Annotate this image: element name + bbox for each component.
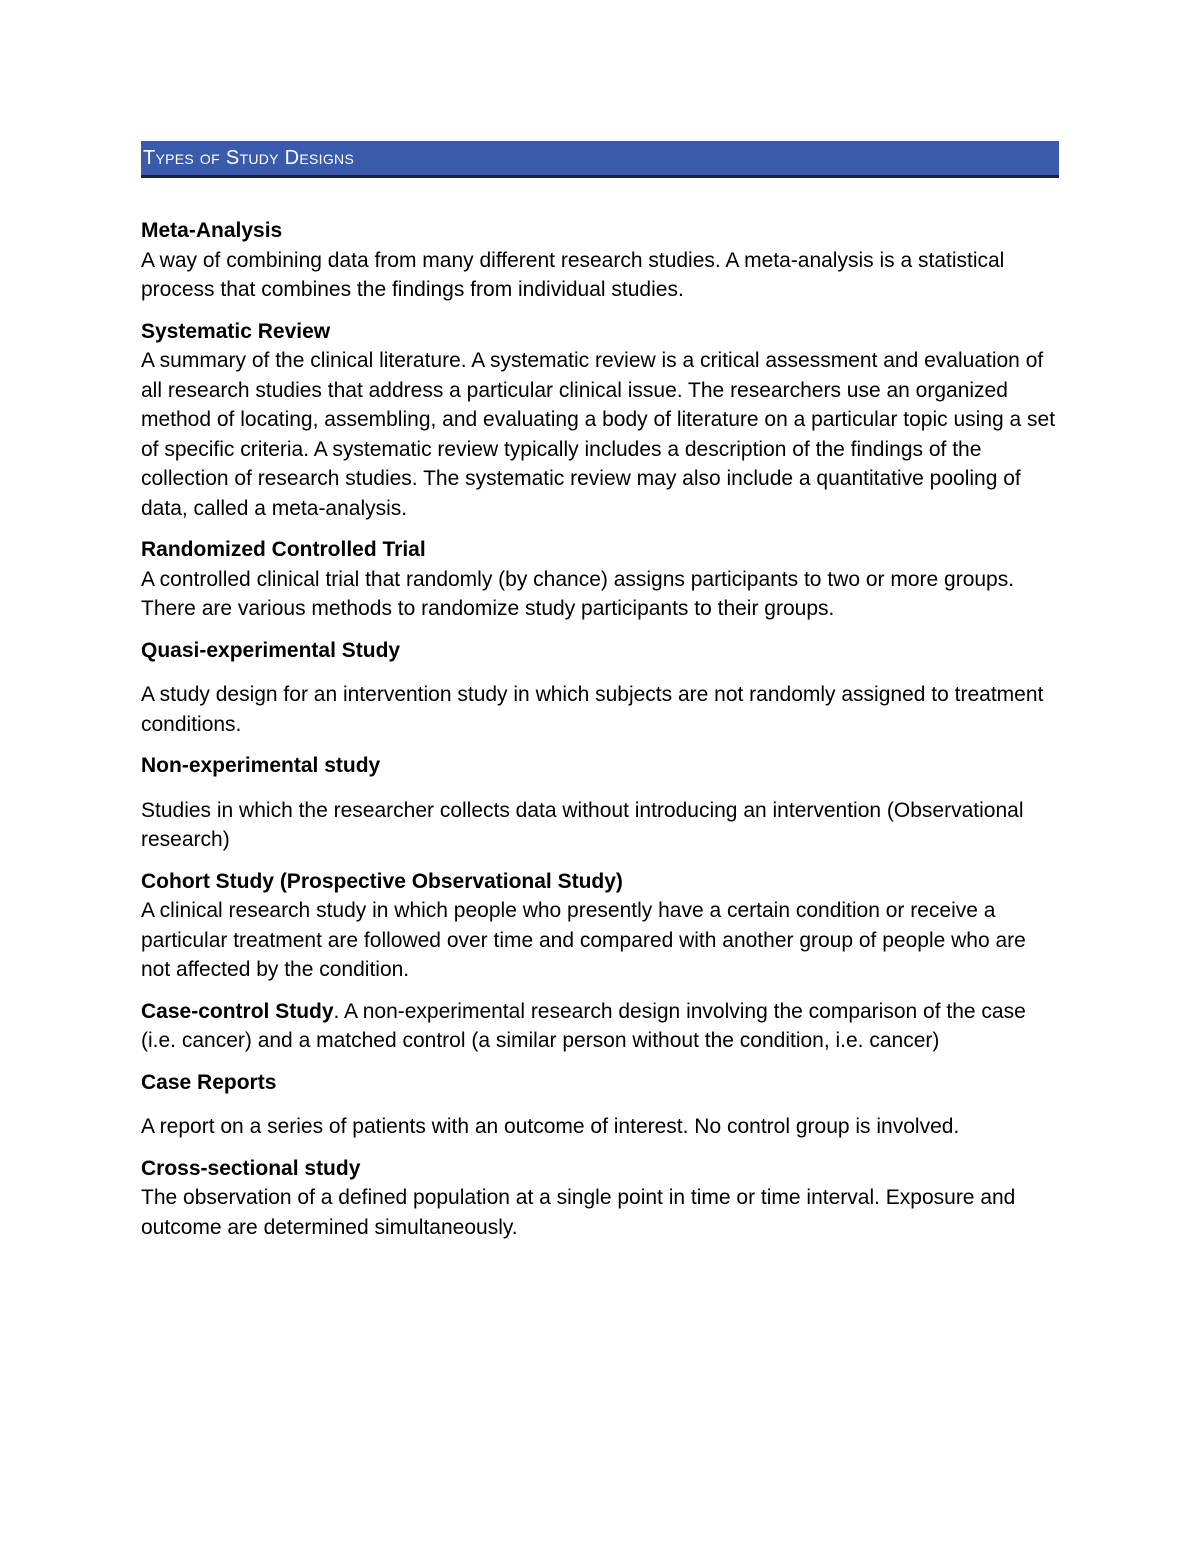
entry-definition: A summary of the clinical literature. A systematic review is a critical assessment and evaluation of all research studies that address a particular clinical issue. The researchers use an organized method of locating, assembling, and evaluating a body of literature on a particular topic using a set of specific criteria. A systematic review typically includes a description of the findings of the collection of research studies. The systematic review may also include a quantitative pooling of data, called a meta-analysis.	[141, 349, 1056, 520]
entry-case-control-study	[141, 997, 1059, 1056]
definition-list	[141, 216, 1059, 1242]
entry-cross-sectional-study	[141, 1154, 1059, 1243]
entry-definition: . A non-experimental research design involving the comparison of the case (i.e. cancer) and a matched control (a similar person without the condition, i.e. cancer)	[141, 999, 1026, 1052]
entry-quasi-experimental-study	[141, 636, 1059, 740]
entry-definition: A study design for an intervention study in which subjects are not randomly assigned to treatment conditions.	[141, 683, 1044, 736]
entry-term: Quasi-experimental Study	[141, 638, 401, 662]
entry-definition: The observation of a defined population at a single point in time or time interval. Exposure and outcome are determined simultaneously.	[141, 1186, 1016, 1239]
entry-definition: A controlled clinical trial that randomly (by chance) assigns participants to two or more groups. There are various methods to randomize study participants to their groups.	[141, 567, 1015, 620]
entry-non-experimental-study	[141, 751, 1059, 855]
entry-term: Randomized Controlled Trial	[141, 538, 426, 561]
entry-term: Non-experimental study	[141, 754, 381, 777]
entry-case-reports	[141, 1068, 1059, 1142]
entry-term: Cohort Study (Prospective Observational Study)	[141, 869, 623, 893]
entry-definition: A way of combining data from many different research studies. A meta-analysis is a statistical process that combines the findings from individual studies.	[141, 248, 1005, 301]
entry-term: Cross-sectional study	[141, 1156, 361, 1180]
entry-definition: A report on a series of patients with an outcome of interest. No control group is involved.	[141, 1115, 960, 1138]
entry-term: Systematic Review	[141, 319, 331, 343]
section-title-bar	[141, 141, 1059, 178]
document-page	[141, 141, 1059, 1254]
entry-randomized-controlled-trial	[141, 535, 1059, 624]
section-title: Types of Study Designs	[143, 147, 355, 169]
entry-term: Case-control Study	[141, 999, 334, 1023]
entry-systematic-review	[141, 317, 1059, 524]
entry-term: Meta-Analysis	[141, 219, 283, 242]
entry-cohort-study	[141, 867, 1059, 985]
entry-term: Case Reports	[141, 1070, 277, 1094]
entry-definition: A clinical research study in which people who presently have a certain condition or receive a particular treatment are followed over time and compared with another group of people who are not affected by the condition.	[141, 899, 1026, 981]
entry-meta-analysis	[141, 216, 1059, 305]
entry-definition: Studies in which the researcher collects data without introducing an intervention (Observational research)	[141, 798, 1024, 851]
